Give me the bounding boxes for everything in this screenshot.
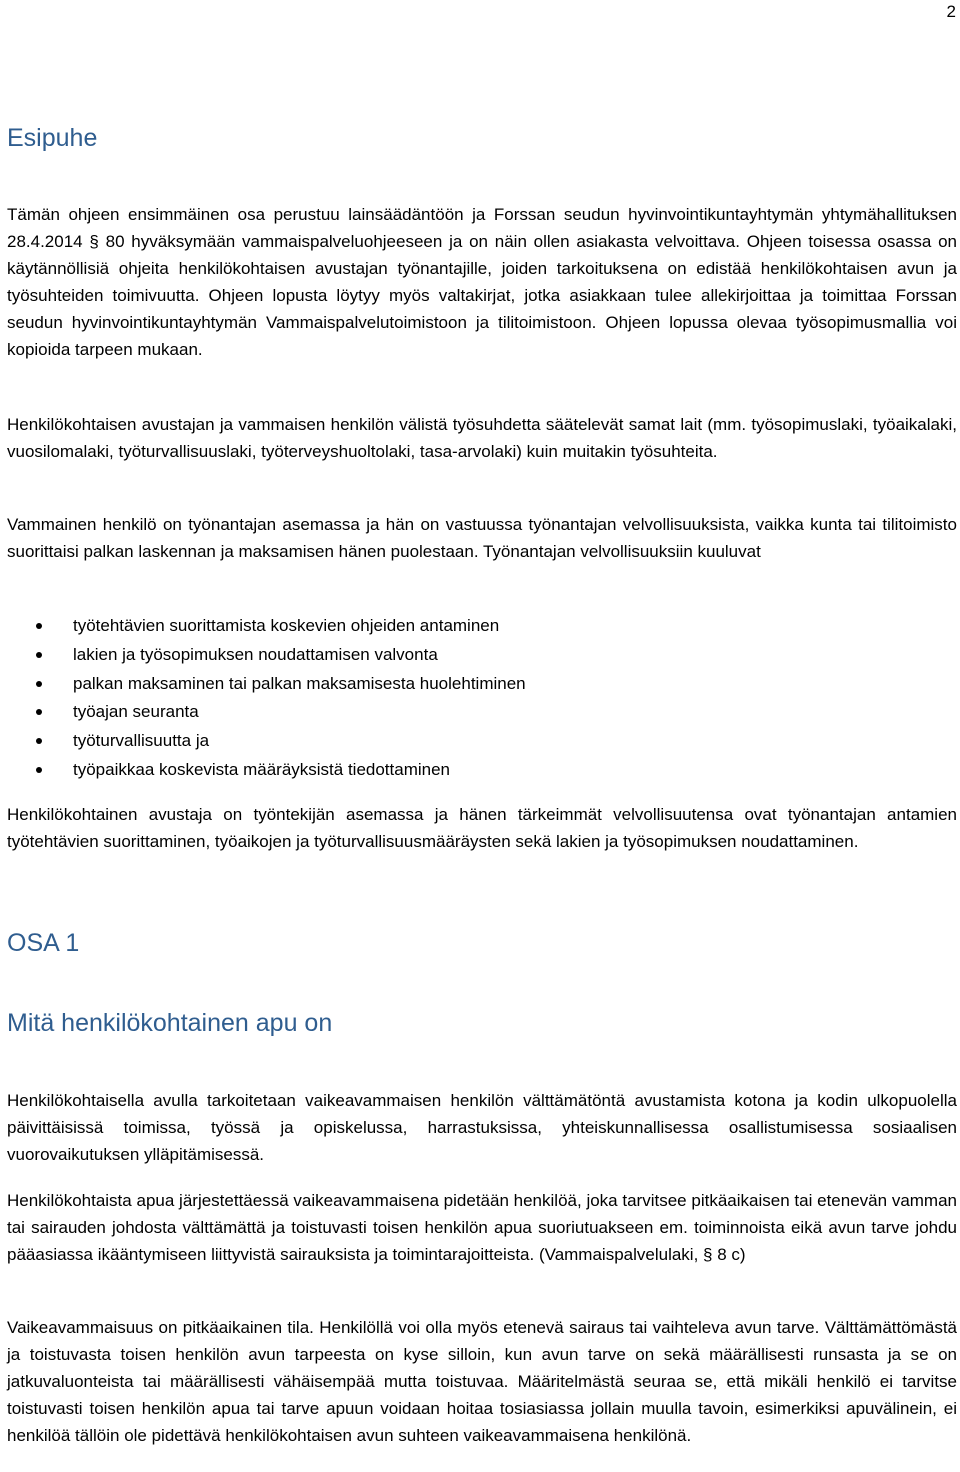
- heading-mita-henkilokohtainen-apu-on: Mitä henkilökohtainen apu on: [7, 1009, 333, 1037]
- esipuhe-paragraph-2-block: [7, 411, 957, 465]
- list-item: palkan maksaminen tai palkan maksamisesta huolehtiminen: [7, 670, 957, 699]
- osa1-paragraph-3: Vaikeavammaisuus on pitkäaikainen tila. Henkilöllä voi olla myös etenevä sairaus tai vaihteleva avun tarve. Välttämättömästä ja toistuvasta toisen henkilön avun tarpeesta on kyse silloin, kun avun tarve on sekä määrällisesti runsasta ja se on jatkuvaluonteista tai määrällisesti vähäisempää mutta toistuvaa. Määritelmästä seuraa se, että mikäli henkilö ei tarvitse toistuvasti toisen henkilön apua tai tarve apuun voidaan hoitaa tosiasiassa jollain muulla tavoin, esimerkiksi apuvälinein, ei henkilöä tällöin ole pidettävä henkilökohtaisen avun suhteen vaikeavammaisena henkilönä.: [7, 1318, 957, 1445]
- heading-osa-1: OSA 1: [7, 929, 80, 957]
- esipuhe-paragraph-1-block: [7, 201, 957, 363]
- list-item: työturvallisuutta ja: [7, 727, 957, 756]
- esipuhe-paragraph-3-block: [7, 511, 957, 565]
- osa1-paragraph-2: Henkilökohtaista apua järjestettäessä vaikeavammaisena pidetään henkilöä, joka tarvitsee pitkäaikaisen tai etenevän vamman tai sairauden johdosta välttämättä ja toistuvasti toisen henkilön apua suoriutuakseen em. toiminnoista eikä avun tarve johdu pääasiassa ikääntymiseen liittyvistä sairauksista ja toimintarajoitteista. (Vammaispalvelulaki, § 8 c): [7, 1191, 957, 1264]
- heading-esipuhe: Esipuhe: [7, 124, 98, 152]
- list-item: työpaikkaa koskevista määräyksistä tiedottaminen: [7, 756, 957, 785]
- osa1-paragraph-2-block: [7, 1187, 957, 1268]
- page-number: 2: [946, 2, 956, 21]
- esipuhe-paragraph-4: Henkilökohtainen avustaja on työntekijän asemassa ja hänen tärkeimmät velvollisuutensa ovat työnantajan antamien työtehtävien suorittaminen, työaikojen ja työturvallisuusmääräysten sekä lakien ja työsopimuksen noudattaminen.: [7, 805, 957, 851]
- esipuhe-paragraph-3: Vammainen henkilö on työnantajan asemassa ja hän on vastuussa työnantajan velvollisuuksista, vaikka kunta tai tilitoimisto suorittaisi palkan laskennan ja maksamisen hänen puolestaan. Työnantajan velvollisuuksiin kuuluvat: [7, 515, 957, 561]
- list-item: lakien ja työsopimuksen noudattamisen valvonta: [7, 641, 957, 670]
- esipuhe-paragraph-2: Henkilökohtaisen avustajan ja vammaisen henkilön välistä työsuhdetta säätelevät samat lait (mm. työsopimuslaki, työaikalaki, vuosilomalaki, työturvallisuuslaki, työterveyshuoltolaki, tasa-arvolaki) kuin muitakin työsuhteita.: [7, 415, 957, 461]
- esipuhe-paragraph-4-block: [7, 801, 957, 855]
- esipuhe-paragraph-1: Tämän ohjeen ensimmäinen osa perustuu lainsäädäntöön ja Forssan seudun hyvinvointikuntayhtymän yhtymähallituksen 28.4.2014 § 80 hyväksymään vammaispalveluohjeeseen ja on näin ollen asiakasta velvoittava. Ohjeen toisessa osassa on käytännöllisiä ohjeita henkilökohtaisen avustajan työnantajille, joiden tarkoituksena on edistää henkilökohtaisen avun ja työsuhteiden toimivuutta. Ohjeen lopusta löytyy myös valtakirjat, jotka asiakkaan tulee allekirjoittaa ja toimittaa Forssan seudun hyvinvointikuntayhtymän Vammaispalvelutoimistoon ja tilitoimistoon. Ohjeen lopussa olevaa työsopimusmallia voi kopioida tarpeen mukaan.: [7, 205, 957, 359]
- osa1-paragraph-1: Henkilökohtaisella avulla tarkoitetaan vaikeavammaisen henkilön välttämätöntä avustamista kotona ja kodin ulkopuolella päivittäisissä toimissa, työssä ja opiskelussa, harrastuksissa, yhteiskunnallisessa osallistumisessa sosiaalisen vuorovaikutuksen ylläpitämisessä.: [7, 1091, 957, 1164]
- osa1-paragraph-3-block: [7, 1314, 957, 1449]
- osa1-paragraph-1-block: [7, 1087, 957, 1168]
- employer-duties-list-block: [7, 612, 957, 785]
- list-item: työtehtävien suorittamista koskevien ohjeiden antaminen: [7, 612, 957, 641]
- list-item: työajan seuranta: [7, 698, 957, 727]
- employer-duties-list: [7, 612, 957, 785]
